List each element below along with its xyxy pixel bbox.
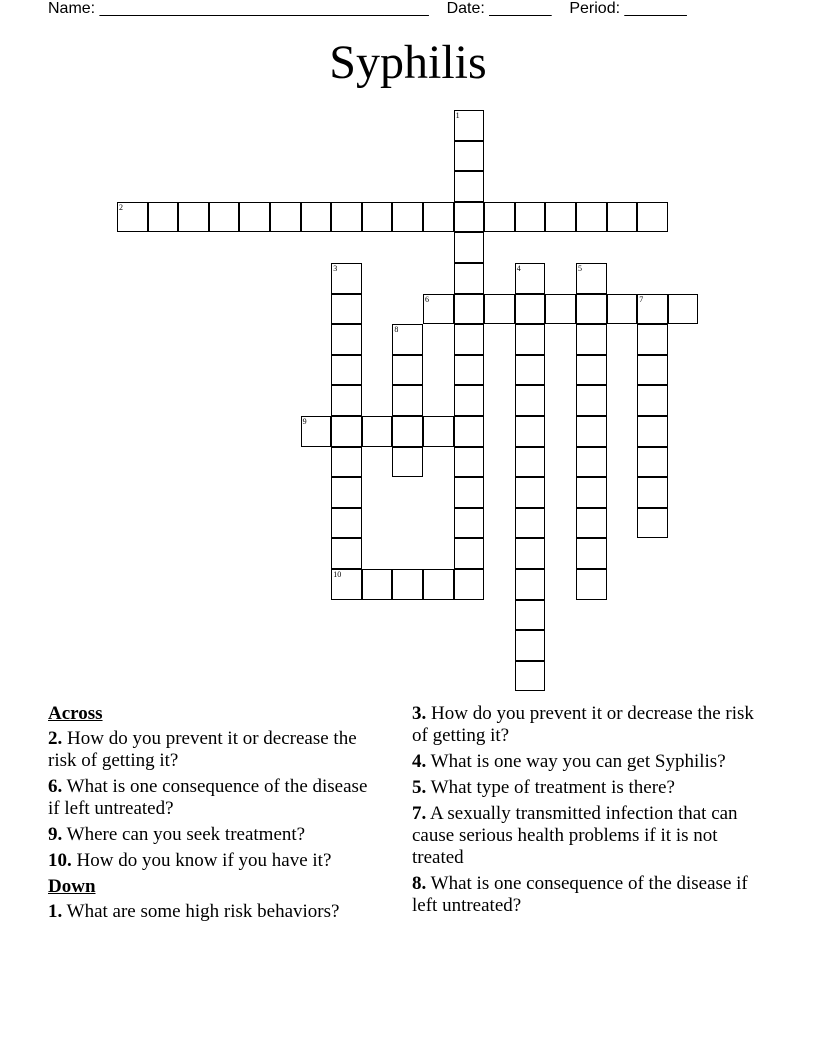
crossword-cell[interactable] [484, 294, 515, 325]
crossword-cell[interactable] [515, 324, 546, 355]
cell-number: 4 [516, 264, 521, 273]
crossword-cell[interactable] [331, 355, 362, 386]
crossword-cell[interactable] [454, 416, 485, 447]
crossword-cell[interactable] [637, 477, 668, 508]
crossword-cell[interactable] [515, 416, 546, 447]
clue-text: A sexually transmitted infection that can cause serious health problems if it is not treated [412, 803, 738, 868]
crossword-cell[interactable] [576, 538, 607, 569]
clue-number: 5. [412, 777, 427, 798]
crossword-cell[interactable] [576, 202, 607, 233]
clues-left-column [48, 703, 378, 927]
crossword-cell[interactable] [515, 600, 546, 631]
crossword-cell[interactable] [362, 202, 393, 233]
crossword-cell[interactable] [454, 232, 485, 263]
crossword-cell[interactable] [454, 508, 485, 539]
crossword-cell[interactable] [637, 508, 668, 539]
crossword-cell[interactable] [331, 416, 362, 447]
crossword-cell[interactable] [454, 110, 485, 141]
crossword-cell[interactable] [515, 477, 546, 508]
crossword-cell[interactable] [423, 202, 454, 233]
clue-number: 10. [48, 850, 72, 871]
crossword-cell[interactable] [331, 538, 362, 569]
clue-number: 9. [48, 824, 63, 845]
crossword-cell[interactable] [576, 508, 607, 539]
crossword-cell[interactable] [637, 355, 668, 386]
cell-number: 9 [302, 417, 307, 426]
crossword-cell[interactable] [392, 416, 423, 447]
crossword-cell[interactable] [392, 447, 423, 478]
crossword-cell[interactable] [668, 294, 699, 325]
crossword-cell[interactable] [515, 661, 546, 692]
crossword-cell[interactable] [301, 416, 332, 447]
clue-number: 6. [48, 776, 63, 797]
clue-down-5 [412, 777, 767, 799]
crossword-cell[interactable] [454, 477, 485, 508]
clue-number: 4. [412, 751, 427, 772]
crossword-cell[interactable] [515, 630, 546, 661]
crossword-cell[interactable] [454, 294, 485, 325]
clue-text: Where can you seek treatment? [62, 824, 306, 845]
clue-number: 3. [412, 703, 427, 724]
crossword-cell[interactable] [454, 385, 485, 416]
crossword-cell[interactable] [392, 385, 423, 416]
crossword-cell[interactable] [515, 385, 546, 416]
crossword-cell[interactable] [607, 294, 638, 325]
clue-text: How do you know if you have it? [71, 850, 332, 871]
crossword-cell[interactable] [454, 202, 485, 233]
crossword-cell[interactable] [117, 202, 148, 233]
crossword-cell[interactable] [637, 324, 668, 355]
crossword-cell[interactable] [576, 477, 607, 508]
clue-across-6 [48, 776, 378, 820]
crossword-cell[interactable] [576, 385, 607, 416]
crossword-cell[interactable] [637, 416, 668, 447]
crossword-cell[interactable] [362, 416, 393, 447]
cell-number: 1 [455, 111, 460, 120]
clue-across-10 [48, 850, 378, 872]
crossword-cell[interactable] [454, 171, 485, 202]
crossword-cell[interactable] [576, 447, 607, 478]
clue-text: What type of treatment is there? [426, 777, 675, 798]
crossword-cell[interactable] [454, 538, 485, 569]
crossword-cell[interactable] [331, 508, 362, 539]
across-heading: Across [48, 703, 103, 724]
crossword-cell[interactable] [515, 508, 546, 539]
crossword-cell[interactable] [331, 569, 362, 600]
crossword-cell[interactable] [454, 141, 485, 172]
crossword-cell[interactable] [515, 355, 546, 386]
crossword-cell[interactable] [331, 294, 362, 325]
clue-across-2 [48, 728, 378, 772]
crossword-cell[interactable] [545, 294, 576, 325]
crossword-cell[interactable] [392, 324, 423, 355]
clue-down-4 [412, 751, 767, 773]
crossword-cell[interactable] [576, 355, 607, 386]
crossword-cell[interactable] [331, 324, 362, 355]
clue-number: 7. [412, 803, 427, 824]
crossword-cell[interactable] [392, 202, 423, 233]
crossword-cell[interactable] [637, 385, 668, 416]
crossword-cell[interactable] [331, 447, 362, 478]
crossword-cell[interactable] [607, 202, 638, 233]
clue-number: 1. [48, 901, 63, 922]
crossword-cell[interactable] [515, 569, 546, 600]
clue-text: What is one consequence of the disease if left untreated? [48, 776, 368, 819]
crossword-cell[interactable] [576, 294, 607, 325]
crossword-cell[interactable] [301, 202, 332, 233]
clues-right-column [412, 703, 767, 921]
clue-text: How do you prevent it or decrease the risk of getting it? [48, 728, 357, 771]
crossword-cell[interactable] [515, 263, 546, 294]
crossword-cell[interactable] [454, 569, 485, 600]
cell-number: 5 [578, 264, 582, 273]
crossword-cell[interactable] [423, 416, 454, 447]
crossword-cell[interactable] [515, 447, 546, 478]
crossword-cell[interactable] [454, 324, 485, 355]
clue-down-3 [412, 703, 767, 747]
crossword-cell[interactable] [270, 202, 301, 233]
clue-text: What are some high risk behaviors? [62, 901, 340, 922]
crossword-cell[interactable] [454, 263, 485, 294]
crossword-cell[interactable] [637, 447, 668, 478]
crossword-cell[interactable] [331, 385, 362, 416]
cell-number: 2 [119, 202, 123, 212]
cell-number: 3 [333, 264, 338, 273]
crossword-cell[interactable] [576, 416, 607, 447]
clue-number: 2. [48, 728, 63, 749]
crossword-cell[interactable] [239, 202, 270, 233]
clue-down-7 [412, 803, 767, 869]
clue-down-8 [412, 873, 767, 917]
crossword-cell[interactable] [454, 447, 485, 478]
crossword-cell[interactable] [178, 202, 209, 233]
crossword-cell[interactable] [454, 355, 485, 386]
cell-number: 6 [425, 294, 429, 304]
clue-down-1 [48, 901, 378, 923]
crossword-cell[interactable] [331, 477, 362, 508]
crossword-cell[interactable] [576, 569, 607, 600]
crossword-cell[interactable] [515, 294, 546, 325]
down-heading: Down [48, 876, 96, 897]
crossword-cell[interactable] [576, 263, 607, 294]
crossword-cell[interactable] [423, 569, 454, 600]
crossword-cell[interactable] [362, 569, 393, 600]
clue-text: What is one consequence of the disease if left untreated? [412, 873, 748, 916]
crossword-cell[interactable] [423, 294, 454, 325]
crossword-cell[interactable] [484, 202, 515, 233]
clue-across-9 [48, 824, 378, 846]
crossword-cell[interactable] [515, 202, 546, 233]
crossword-cell[interactable] [392, 569, 423, 600]
clue-text: What is one way you can get Syphilis? [426, 751, 726, 772]
cell-number: 7 [639, 294, 644, 304]
crossword-cell[interactable] [576, 324, 607, 355]
cell-number: 10 [333, 570, 342, 579]
crossword-cell[interactable] [392, 355, 423, 386]
cell-number: 8 [394, 325, 399, 335]
student-info-line: Name: _____________________________________ Date: _______ Period: _______ [48, 0, 687, 17]
crossword-cell[interactable] [148, 202, 179, 233]
crossword-cell[interactable] [331, 263, 362, 294]
crossword-cell[interactable] [637, 294, 668, 325]
crossword-cell[interactable] [331, 202, 362, 233]
crossword-cell[interactable] [209, 202, 240, 233]
clue-text: How do you prevent it or decrease the risk of getting it? [412, 703, 754, 746]
clue-number: 8. [412, 873, 427, 894]
crossword-cell[interactable] [515, 538, 546, 569]
crossword-cell[interactable] [545, 202, 576, 233]
page-title: Syphilis [329, 36, 487, 89]
crossword-cell[interactable] [637, 202, 668, 233]
